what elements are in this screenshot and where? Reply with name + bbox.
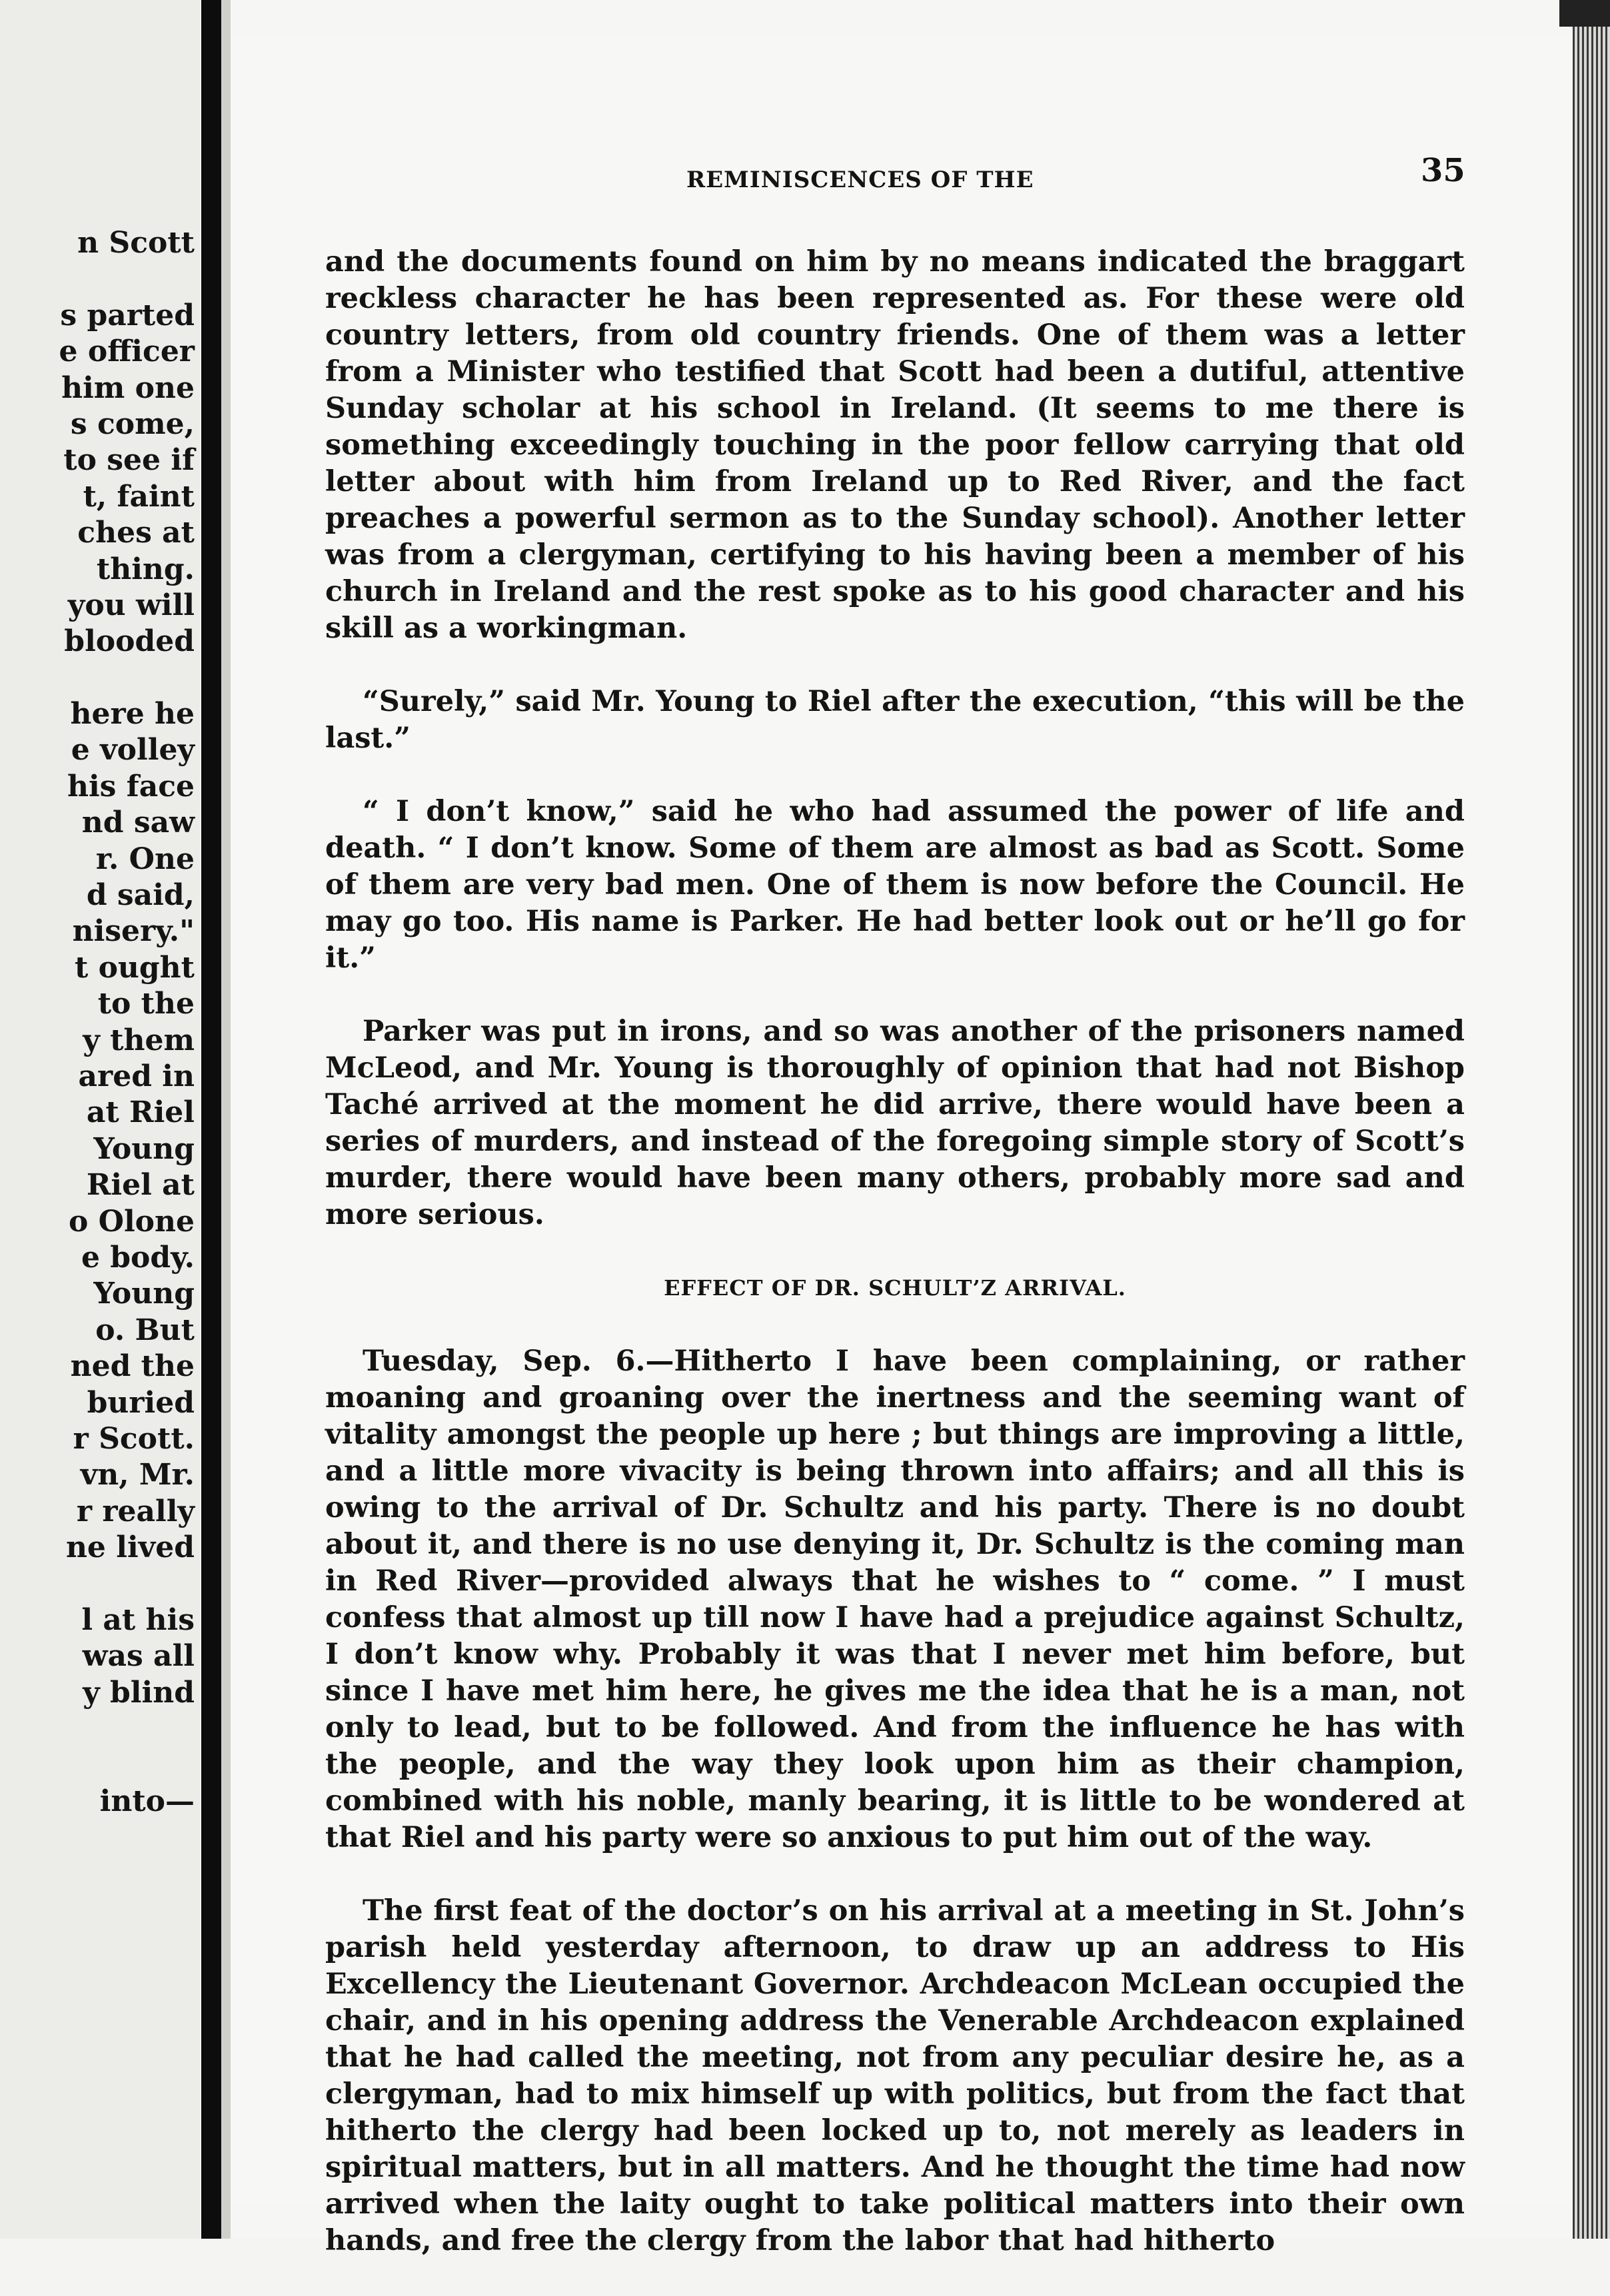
left-page-text-fragments [1,225,195,1820]
left-line: Young [93,1277,195,1311]
left-line: to see if [63,443,195,478]
left-line: was all [82,1639,195,1674]
section-heading: EFFECT OF DR. SCHULT’Z ARRIVAL. [664,1275,1126,1301]
paragraph: and the documents found on him by no means indicated the braggart reckless character he has been represented as. For these were old country letters, from old country friends. One of them was a letter from a Minister who testified that Scott had been a dutiful, attentive Sunday scholar at his school in Ireland. (It seems to me there is something exceedingly touching in the poor fellow carrying that old letter about with him from Ireland up to Red River, and the fact preaches a powerful sermon as to the Sunday school). Another letter was from a clergyman, certifying to his having been a member of his church in Ireland and the rest spoke as to his good character and his skill as a workingman. [325,245,1465,645]
left-line: ches at [77,516,195,550]
page-edge-corner [1559,0,1610,27]
left-line: to the [97,987,195,1021]
left-line: thing. [96,552,195,586]
left-line: nd saw [81,806,195,840]
paragraph: “Surely,” said Mr. Young to Riel after the execution, “this will be the last.” [325,685,1465,755]
left-line: s parted [60,298,195,332]
left-line: o. But [95,1313,195,1347]
paragraph: Parker was put in irons, and so was another of the prisoners named McLeod, and Mr. Young is thoroughly of opinion that had not Bishop Taché arrived at the moment he did arrive, there would have been a series of murders, and instead of the foregoing simple story of Scott’s murder, there would have been many others, probably more sad and more serious. [325,1015,1465,1231]
page-body [325,244,1465,2296]
left-line: e volley [71,733,195,768]
running-title: REMINISCENCES OF THE [686,167,1034,193]
paragraph: “ I don’t know,” said he who had assumed the power of life and death. “ I don’t know. Some of them are almost as bad as Scott. Some of them are very bad men. One of them is now before the Council. He may go too. His name is Parker. He had better look out or he’ll go for it.” [325,795,1465,975]
left-line [1,1566,195,1602]
book-gutter [201,0,221,2239]
left-line: r really [76,1494,195,1528]
left-line: d said, [86,878,195,913]
left-line [1,261,195,297]
page-number: 35 [1421,152,1465,189]
left-line: into— [99,1784,195,1818]
left-line: n Scott [77,226,195,260]
left-line: y them [83,1023,195,1057]
left-line [1,1711,195,1747]
page-edges [1573,0,1610,2239]
paragraph: The first feat of the doctor’s on his arrival at a meeting in St. John’s parish held yesterday afternoon, to draw up an address to His Excellency the Lieutenant Governor. Archdeacon McLean occupied the chair, and in his opening address the Venerable Archdeacon explained that he had called the meeting, not from any peculiar desire he, as a clergyman, had to mix himself up with politics, but from the fact that hitherto the clergy had been locked up to, not merely as leaders in spiritual matters, but in all matters. And he thought the time had now arrived when the laity ought to take political matters into their own hands, and free the clergy from the labor that had hitherto [325,1894,1465,2257]
left-line: o Olone [68,1204,195,1239]
left-line: blooded [64,624,195,659]
left-line: ared in [78,1059,195,1093]
left-line: t ought [74,950,195,985]
left-line: t, faint [83,479,195,514]
gutter-shadow [221,0,231,2239]
left-line [1,1747,195,1783]
left-line: his face [67,769,195,804]
left-line [1,660,195,696]
left-facing-page [0,0,200,2239]
left-line: y blind [83,1675,195,1710]
left-line: r Scott. [73,1421,195,1456]
left-line: r. One [95,842,195,876]
left-line: at Riel [86,1095,195,1130]
left-line: vn, Mr. [80,1458,195,1492]
left-line: Riel at [86,1168,195,1203]
left-line: you will [67,588,195,622]
paragraph: Tuesday, Sep. 6.—Hitherto I have been complaining, or rather moaning and groaning over the inertness and the seeming want of vitality amongst the people up here ; but things are improving a little, and a little more vivacity is being thrown into affairs; and all this is owing to the arrival of Dr. Schultz and his party. There is no doubt about it, and there is no use denying it, Dr. Schultz is the coming man in Red River—provided always that he wishes to “ come. ” I must confess that almost up till now I have had a prejudice against Schultz, I don’t know why. Probably it was that I never met him before, but since I have met him here, he gives me the idea that he is a man, not only to lead, but to be followed. And from the influence he has with the people, and the way they look upon him as their champion, combined with his noble, manly bearing, it is little to be wondered at that Riel and his party were so anxious to put him out of the way. [325,1345,1465,1854]
left-line: s come, [70,406,195,441]
left-line: him one [61,370,195,405]
left-line: nisery." [72,914,195,949]
left-line: ne lived [65,1530,195,1565]
left-line: e officer [59,334,195,369]
left-line: here he [70,697,195,732]
left-line: e body. [81,1240,195,1275]
left-line: Young [93,1131,195,1166]
left-line: ned the [70,1349,195,1384]
left-line: buried [87,1385,195,1420]
left-line: l at his [81,1602,195,1637]
